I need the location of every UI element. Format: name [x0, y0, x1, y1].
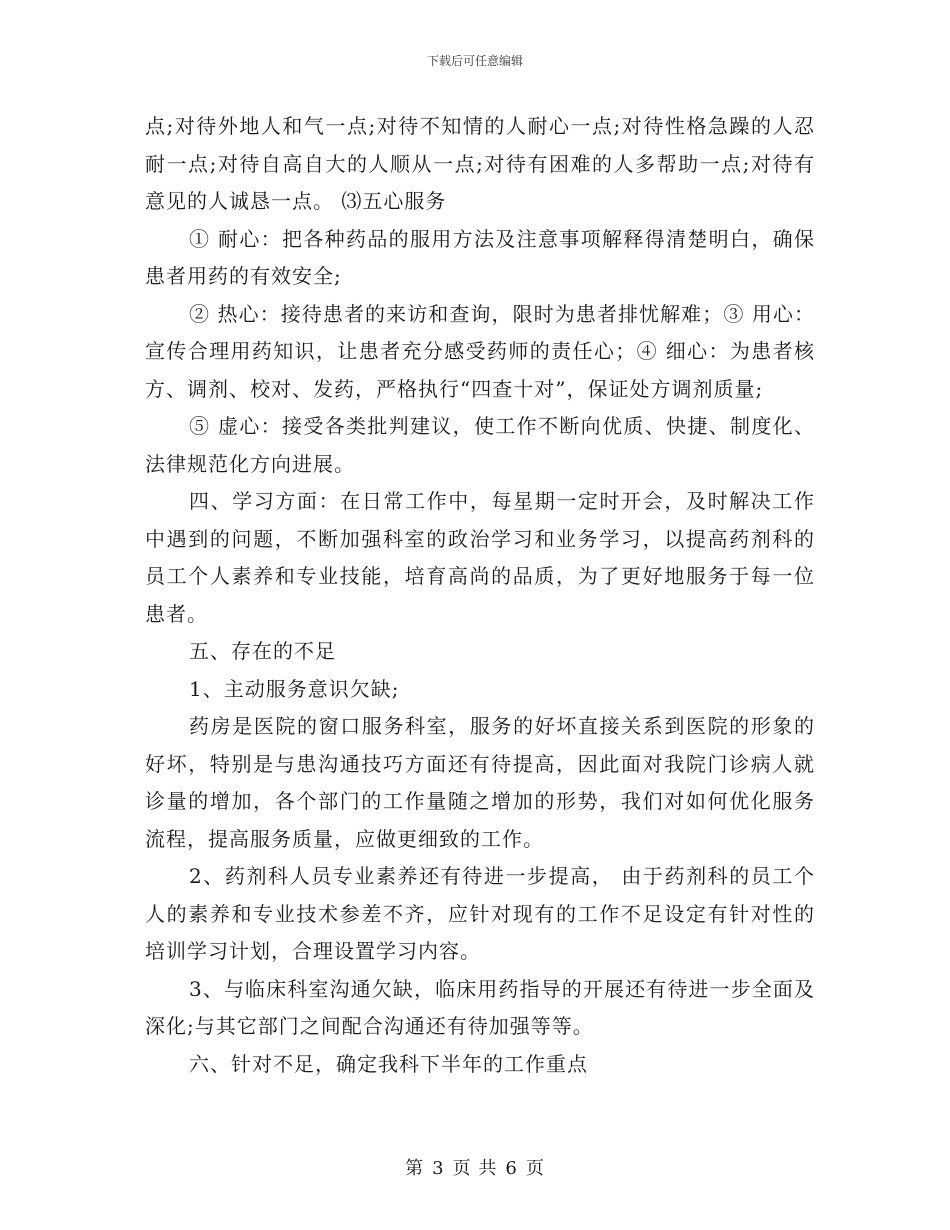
page-header: 下载后可任意编辑 — [426, 54, 523, 68]
paragraph-enthusiasm: ② 热心：接待患者的来访和查询，限时为患者排忧解难；③ 用心：宣传合理用药知识，让患者充分感受药师的责任心；④ 细心：为患者核方、调剂、校对、发药，严格执行“四查十对”，保证处方调剂质量; — [145, 301, 815, 401]
footer-current-page: 3 — [432, 1158, 445, 1179]
footer-prefix: 第 — [405, 1158, 425, 1179]
paragraph-continuation: 点;对待外地人和气一点;对待不知情的人耐心一点;对待性格急躁的人忍耐一点;对待自高自大的人顺从一点;对待有困难的人多帮助一点;对待有意见的人诚恳一点。 ⑶五心服务 — [145, 114, 815, 213]
section-heading-focus: 六、针对不足，确定我科下半年的工作重点 — [189, 1051, 588, 1076]
paragraph-pharmacy-service: 药房是医院的窗口服务科室，服务的好坏直接关系到医院的形象的好坏，特别是与患沟通技巧方面还有待提高，因此面对我院门诊病人就诊量的增加，各个部门的工作量随之增加的形势，我们对如何优化服务流程，提高服务质量，应做更细致的工作。 — [145, 714, 815, 851]
page-footer — [0, 1154, 950, 1180]
paragraph-learning: 四、学习方面：在日常工作中，每星期一定时开会，及时解决工作中遇到的问题，不断加强科室的政治学习和业务学习，以提高药剂科的员工个人素养和专业技能，培育高尚的品质，为了更好地服务于每一位患者。 — [145, 489, 815, 626]
footer-suffix: 页 — [525, 1158, 545, 1179]
list-item-2: 2、药剂科人员专业素养还有待进一步提高， 由于药剂科的员工个人的素养和专业技术参差不齐，应针对现有的工作不足设定有针对性的培训学习计划，合理设置学习内容。 — [145, 864, 815, 963]
footer-total-pages: 6 — [505, 1158, 518, 1179]
section-heading-shortcomings: 五、存在的不足 — [189, 639, 336, 663]
footer-middle: 页 共 — [452, 1158, 498, 1179]
paragraph-patience: ① 耐心：把各种药品的服用方法及注意事项解释得清楚明白，确保患者用药的有效安全; — [145, 226, 815, 288]
document-body — [145, 108, 815, 1083]
list-item-3: 3、与临床科室沟通欠缺，临床用药指导的开展还有待进一步全面及深化;与其它部门之间配合沟通还有待加强等等。 — [145, 976, 815, 1038]
list-item-1: 1、主动服务意识欠缺; — [189, 676, 400, 701]
paragraph-modesty: ⑤ 虚心：接受各类批判建议，使工作不断向优质、快捷、制度化、法律规范化方向进展。 — [145, 414, 815, 476]
